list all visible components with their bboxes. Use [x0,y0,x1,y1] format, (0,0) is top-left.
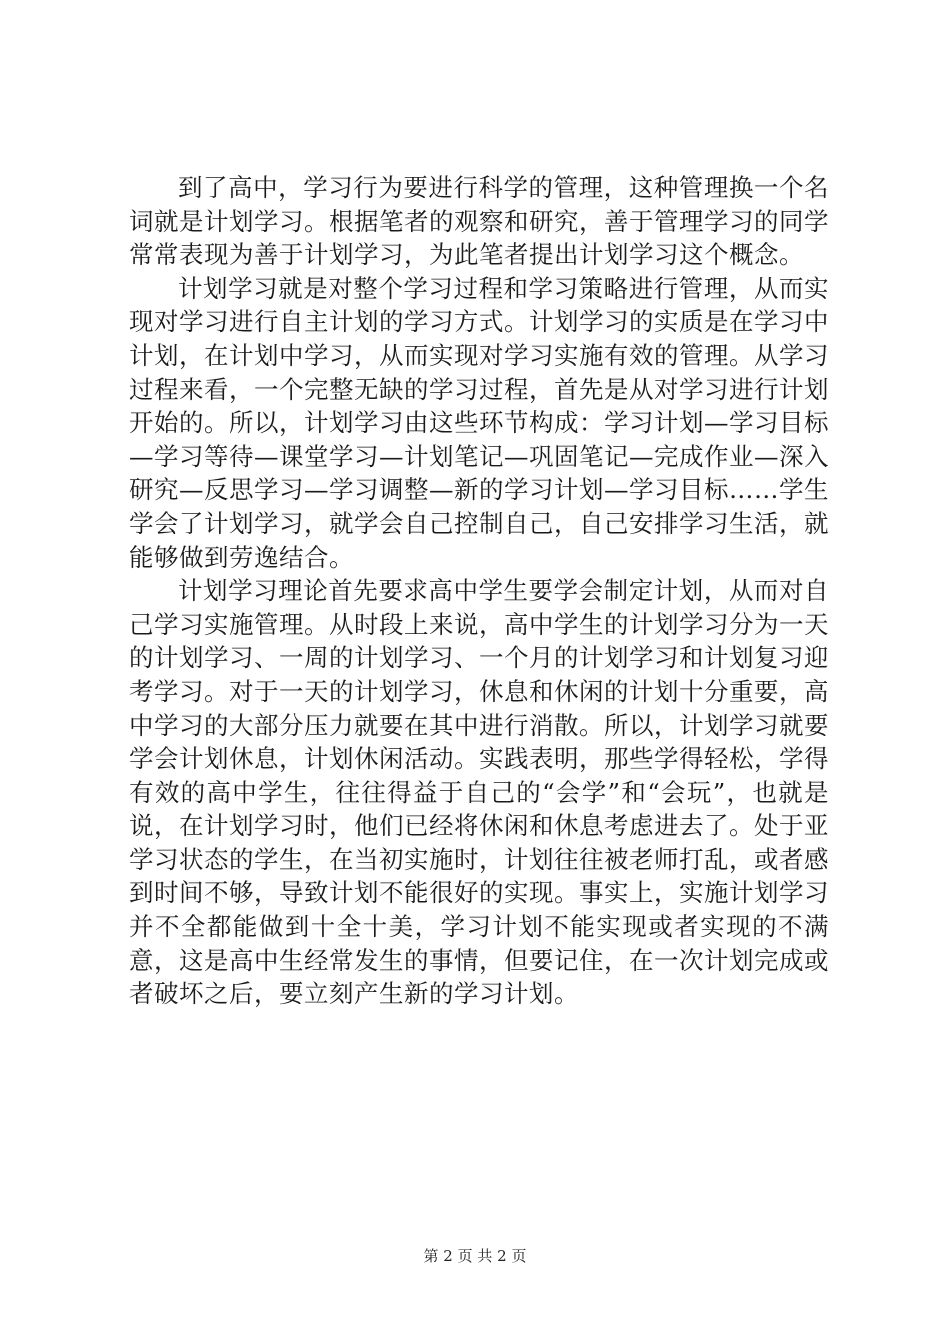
document-body [129,171,829,1011]
page-number-label: 第 2 页 共 2 页 [423,1247,527,1265]
paragraph-3: 计划学习理论首先要求高中学生要学会制定计划，从而对自己学习实施管理。从时段上来说，高中学生的计划学习分为一天的计划学习、一周的计划学习、一个月的计划学习和计划复习迎考学习。对于一天的计划学习，休息和休闲的计划十分重要，高中学习的大部分压力就要在其中进行消散。所以，计划学习就要学会计划休息，计划休闲活动。实践表明，那些学得轻松，学得有效的高中学生，往往得益于自己的“会学”和“会玩”，也就是说，在计划学习时，他们已经将休闲和休息考虑进去了。处于亚学习状态的学生，在当初实施时，计划往往被老师打乱，或者感到时间不够，导致计划不能很好的实现。事实上，实施计划学习并不全都能做到十全十美，学习计划不能实现或者实现的不满意，这是高中生经常发生的事情，但要记住，在一次计划完成或者破坏之后，要立刻产生新的学习计划。 [129,576,829,1009]
paragraph-1: 到了高中，学习行为要进行科学的管理，这种管理换一个名词就是计划学习。根据笔者的观察和研究，善于管理学习的同学常常表现为善于计划学习，为此笔者提出计划学习这个概念。 [129,173,829,270]
paragraph-2: 计划学习就是对整个学习过程和学习策略进行管理，从而实现对学习进行自主计划的学习方式。计划学习的实质是在学习中计划，在计划中学习，从而实现对学习实施有效的管理。从学习过程来看，一个完整无缺的学习过程，首先是从对学习进行计划开始的。所以，计划学习由这些环节构成：学习计划—学习目标—学习等待—课堂学习—计划笔记—巩固笔记—完成作业—深入研究—反思学习—学习调整—新的学习计划—学习目标……学生学会了计划学习，就学会自己控制自己，自己安排学习生活，就能够做到劳逸结合。 [129,273,829,572]
page-footer [0,1245,950,1266]
